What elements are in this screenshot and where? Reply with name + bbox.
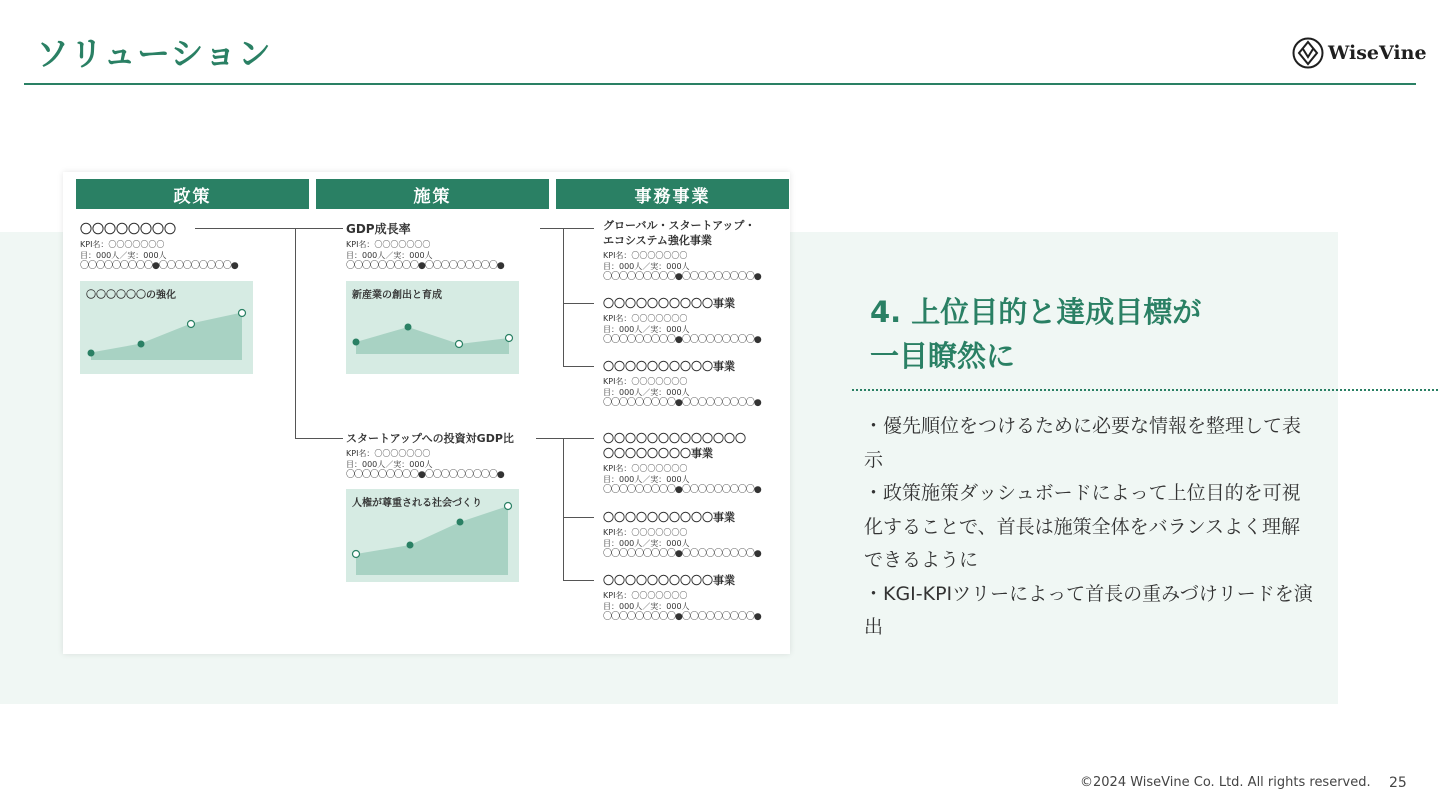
title-divider: [24, 83, 1416, 85]
chart-point: [456, 341, 463, 348]
policy-chart-label: 〇〇〇〇〇〇の強化: [86, 290, 176, 301]
measure-block-2: [346, 431, 514, 481]
section-heading-line1: 4. 上位目的と達成目標が: [870, 295, 1202, 329]
measure-1-title: GDP成長率: [346, 222, 411, 236]
project-3-title: 〇〇〇〇〇〇〇〇〇〇事業: [603, 360, 735, 373]
progress-row: 〇〇〇〇〇〇〇〇〇●〇〇〇〇〇〇〇〇〇●: [603, 272, 761, 282]
target-label: 目：000人／実：000人: [603, 262, 690, 271]
progress-row: 〇〇〇〇〇〇〇〇〇●〇〇〇〇〇〇〇〇〇●: [80, 261, 238, 271]
target-label: 目：000人／実：000人: [346, 251, 433, 260]
measure-1-chart: [346, 281, 519, 374]
column-header-project: 事務事業: [556, 179, 789, 209]
progress-row: 〇〇〇〇〇〇〇〇〇●〇〇〇〇〇〇〇〇〇●: [346, 261, 504, 271]
bullet-item: ・政策施策ダッシュボードによって上位目的を可視化することで、首長は施策全体をバランスよく理解できるように: [864, 482, 1301, 571]
target-label: 目：000人／実：000人: [603, 602, 690, 611]
policy-block: [80, 222, 238, 272]
chart-point: [457, 519, 464, 526]
copyright: ©2024 WiseVine Co. Ltd. All rights reserved.: [1080, 775, 1371, 790]
project-5-title: 〇〇〇〇〇〇〇〇〇〇事業: [603, 511, 735, 524]
project-6-title: 〇〇〇〇〇〇〇〇〇〇事業: [603, 574, 735, 587]
page-title: ソリューション: [36, 34, 272, 73]
progress-row: 〇〇〇〇〇〇〇〇〇●〇〇〇〇〇〇〇〇〇●: [603, 485, 761, 495]
kpi-label: KPI名：〇〇〇〇〇〇〇: [603, 591, 688, 600]
chart-point: [239, 310, 246, 317]
wisevine-logo-icon: [1292, 37, 1324, 69]
connector-line: [563, 303, 594, 304]
kpi-label: KPI名：〇〇〇〇〇〇〇: [603, 528, 688, 537]
chart-point: [88, 350, 95, 357]
column-header-measure: 施策: [316, 179, 549, 209]
connector-line: [563, 580, 594, 581]
progress-row: 〇〇〇〇〇〇〇〇〇●〇〇〇〇〇〇〇〇〇●: [603, 612, 761, 622]
bullet-item: ・優先順位をつけるために必要な情報を整理して表示: [864, 415, 1302, 471]
chart-point: [405, 324, 412, 331]
project-block-2: [603, 296, 761, 346]
chart-point: [188, 321, 195, 328]
project-2-title: 〇〇〇〇〇〇〇〇〇〇事業: [603, 297, 735, 310]
measure-2-title: スタートアップへの投資対GDP比: [346, 432, 514, 445]
bullet-list: [864, 410, 1314, 645]
measure-block-1: [346, 222, 504, 272]
kpi-label: KPI名：〇〇〇〇〇〇〇: [603, 377, 688, 386]
target-label: 目：000人／実：000人: [603, 475, 690, 484]
progress-row: 〇〇〇〇〇〇〇〇〇●〇〇〇〇〇〇〇〇〇●: [603, 549, 761, 559]
chart-point: [353, 551, 360, 558]
policy-chart: [80, 281, 253, 374]
connector-line: [295, 438, 343, 439]
connector-line: [563, 517, 594, 518]
project-block-1: [603, 218, 761, 283]
progress-row: 〇〇〇〇〇〇〇〇〇●〇〇〇〇〇〇〇〇〇●: [603, 335, 761, 345]
measure-2-chart-label: 人権が尊重される社会づくり: [352, 498, 482, 509]
company-logo: [1292, 37, 1427, 69]
target-label: 目：000人／実：000人: [603, 539, 690, 548]
project-4-title-line1: 〇〇〇〇〇〇〇〇〇〇〇〇〇: [603, 432, 746, 445]
connector-line: [540, 228, 594, 229]
kpi-label: KPI名：〇〇〇〇〇〇〇: [603, 464, 688, 473]
project-block-3: [603, 359, 761, 409]
connector-line: [295, 228, 343, 229]
connector-line: [563, 228, 564, 366]
progress-row: 〇〇〇〇〇〇〇〇〇●〇〇〇〇〇〇〇〇〇●: [346, 470, 504, 480]
kpi-label: KPI名：〇〇〇〇〇〇〇: [603, 314, 688, 323]
project-1-title-line1: グローバル・スタートアップ・: [603, 219, 756, 232]
target-label: 目：000人／実：000人: [603, 388, 690, 397]
chart-point: [138, 341, 145, 348]
logo-text: WiseVine: [1328, 42, 1427, 64]
policy-title: 〇〇〇〇〇〇〇〇: [80, 222, 177, 236]
target-label: 目：000人／実：000人: [346, 460, 433, 469]
dotted-divider: [852, 389, 1438, 391]
section-heading: [870, 290, 1201, 378]
project-4-title-line2: 〇〇〇〇〇〇〇〇事業: [603, 447, 713, 460]
page-number: 25: [1389, 775, 1407, 791]
kpi-label: KPI名：〇〇〇〇〇〇〇: [346, 449, 431, 458]
connector-line: [563, 438, 564, 580]
section-heading-line2: 一目瞭然に: [870, 339, 1016, 373]
kpi-label: KPI名：〇〇〇〇〇〇〇: [80, 240, 165, 249]
measure-1-chart-label: 新産業の創出と育成: [352, 290, 442, 301]
kpi-tree-diagram: [63, 172, 790, 654]
connector-line: [536, 438, 594, 439]
connector-line: [563, 366, 594, 367]
measure-2-chart: [346, 489, 519, 582]
connector-line: [295, 228, 296, 438]
project-block-6: [603, 573, 761, 623]
project-block-4: [603, 431, 761, 496]
bullet-item: ・KGI-KPIツリーによって首長の重みづけリードを演出: [864, 582, 1313, 638]
column-header-policy: 政策: [76, 179, 309, 209]
chart-point: [506, 335, 513, 342]
kpi-label: KPI名：〇〇〇〇〇〇〇: [346, 240, 431, 249]
chart-point: [353, 339, 360, 346]
progress-row: 〇〇〇〇〇〇〇〇〇●〇〇〇〇〇〇〇〇〇●: [603, 398, 761, 408]
chart-point: [505, 503, 512, 510]
target-label: 目：000人／実：000人: [603, 325, 690, 334]
project-block-5: [603, 510, 761, 560]
chart-point: [407, 542, 414, 549]
project-1-title-line2: エコシステム強化事業: [603, 234, 712, 247]
kpi-label: KPI名：〇〇〇〇〇〇〇: [603, 251, 688, 260]
target-label: 目：000人／実：000人: [80, 251, 167, 260]
